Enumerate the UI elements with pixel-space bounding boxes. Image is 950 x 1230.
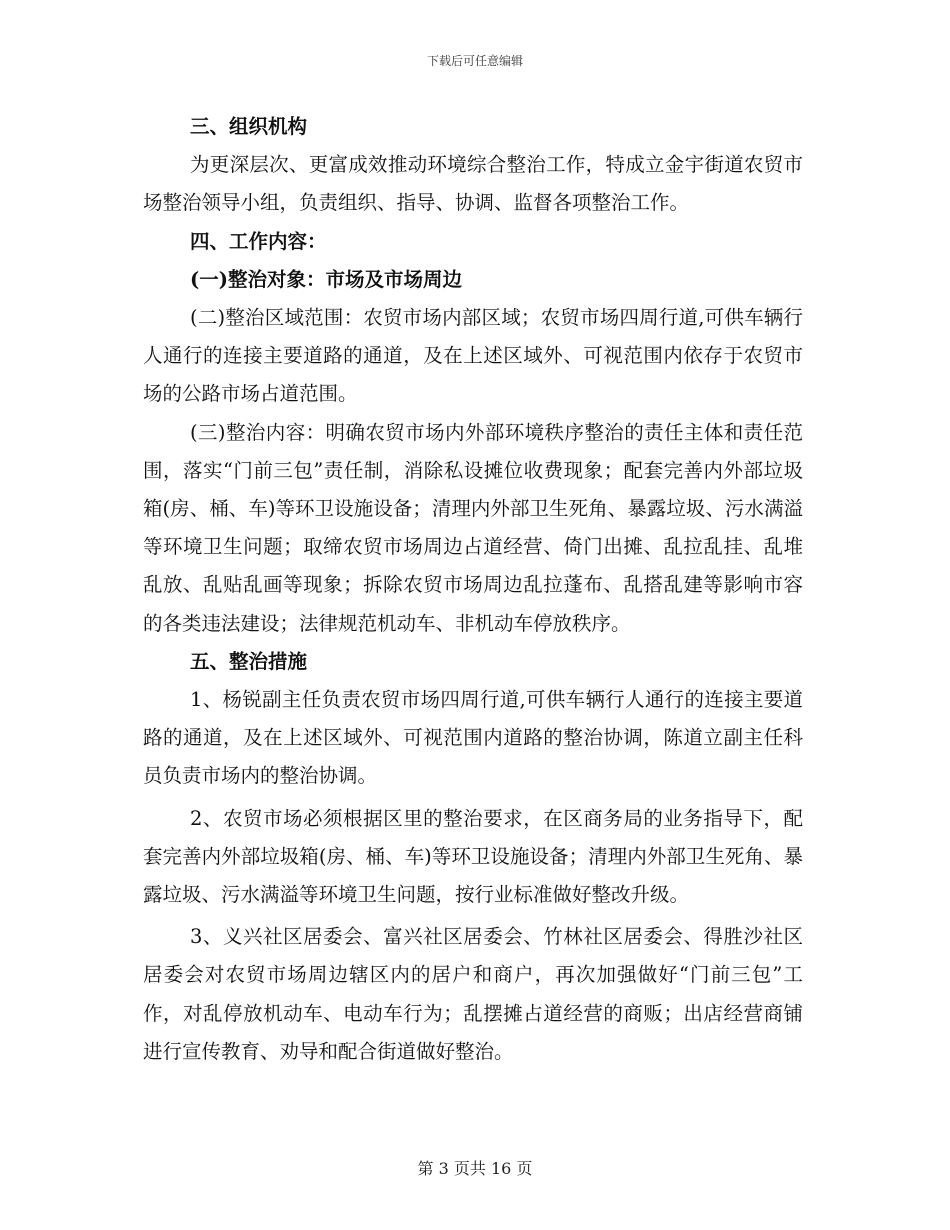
paragraph-scope: (二)整治区域范围：农贸市场内部区域；农贸市场四周行道,可供车辆行人通行的连接主要道路的通道，及在上述区域外、可视范围内依存于农贸市场的公路市场占道范围。: [143, 306, 803, 406]
paragraph-measure-2: 2、农贸市场必须根据区里的整治要求，在区商务局的业务指导下，配套完善内外部垃圾箱(房、桶、车)等环卫设施设备；清理内外部卫生死角、暴露垃圾、污水满溢等环境卫生问题，按行业标准做好整改升级。: [143, 806, 803, 907]
paragraph-organization: 为更深层次、更富成效推动环境综合整治工作，特成立金宇街道农贸市场整治领导小组，负责组织、指导、协调、监督各项整治工作。: [143, 153, 803, 215]
section-heading-work-content: 四、工作内容：: [190, 229, 327, 253]
paragraph-measure-1: 1、杨锐副主任负责农贸市场四周行道,可供车辆行人通行的连接主要道路的通道，及在上述区域外、可视范围内道路的整治协调，陈道立副主任科员负责市场内的整治协调。: [143, 688, 803, 788]
section-heading-measures: 五、整治措施: [190, 649, 308, 673]
paragraph-measure-3: 3、义兴社区居委会、富兴社区居委会、竹林社区居委会、得胜沙社区居委会对农贸市场周边辖区内的居户和商户，再次加强做好“门前三包”工作，对乱停放机动车、电动车行为；乱摆摊占道经营的商贩；出店经营商铺进行宣传教育、劝导和配合街道做好整治。: [143, 925, 803, 1063]
section-heading-organization: 三、组织机构: [190, 115, 308, 138]
document-body: [143, 108, 803, 1071]
paragraph-target: (一)整治对象：市场及市场周边: [190, 267, 462, 291]
page-number-footer: 第 3 页共 16 页: [417, 1159, 533, 1178]
paragraph-content: (三)整治内容：明确农贸市场内外部环境秩序整治的责任主体和责任范围，落实“门前三包”责任制，消除私设摊位收费现象；配套完善内外部垃圾箱(房、桶、车)等环卫设施设备；清理内外部卫生死角、暴露垃圾、污水满溢等环境卫生问题；取缔农贸市场周边占道经营、倚门出摊、乱拉乱挂、乱堆乱放、乱贴乱画等现象；拆除农贸市场周边乱拉蓬布、乱搭乱建等影响市容的各类违法建设；法律规范机动车、非机动车停放秩序。: [143, 420, 803, 635]
header-note: 下载后可任意编辑: [426, 54, 523, 68]
